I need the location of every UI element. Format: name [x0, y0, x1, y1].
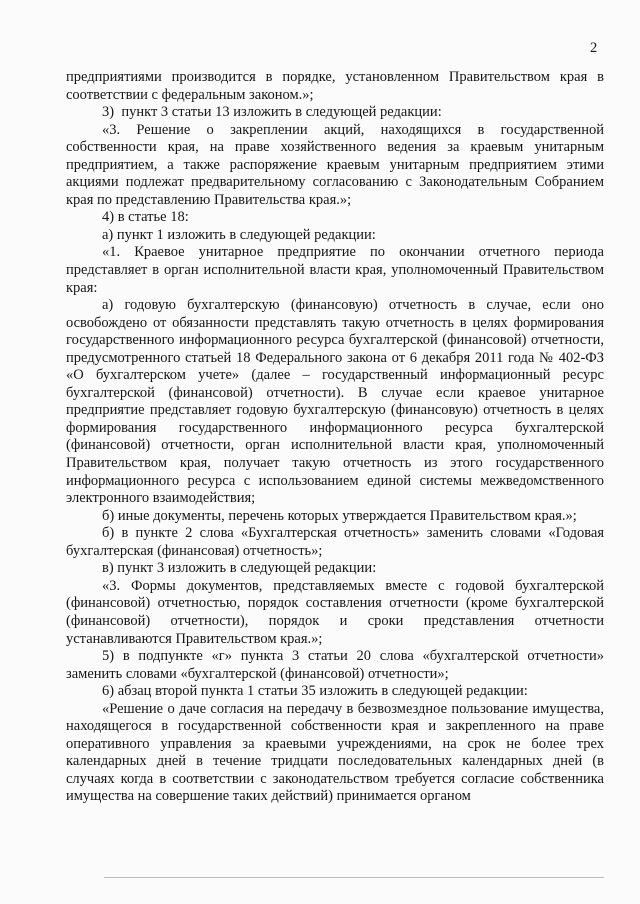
paragraph: а) годовую бухгалтерскую (финансовую) отчетность в случае, если оно освобождено от обязанности представлять такую отчетность в целях формирования государственного информационного ресурса бухгалтерской (финансовой) отчетности, предусмотренного статьей 18 Федерального закона от 6 декабря 2011 года № 402-ФЗ «О бухгалтерском учете» (далее – государственный информационный ресурс бухгалтерской (финансовой) отчетности). В случае если краевое унитарное предприятие представляет годовую бухгалтерскую (финансовую) отчетность в целях формирования государственного информационного ресурса бухгалтерской (финансовой) отчетности, орган исполнительной власти края, уполномоченный Правительством края, получает такую отчетность из этого государственного информационного ресурса с использованием единой системы межведомственного электронного взаимодействия;	[66, 297, 604, 507]
paragraph: а) пункт 1 изложить в следующей редакции:	[102, 226, 376, 243]
paragraph: в) пункт 3 изложить в следующей редакции:	[102, 560, 377, 577]
paragraph: «3. Решение о закреплении акций, находящихся в государственной собственности края, на праве хозяйственного ведения за краевым унитарным предприятием, а также распоряжение краевым унитарным предприятием этими акциями подлежат предварительному согласованию с Законодательным Собранием края по представлению Правительства края.»;	[66, 121, 604, 208]
paragraph: 3) пункт 3 статьи 13 изложить в следующей редакции:	[102, 104, 442, 121]
paragraph: предприятиями производится в порядке, установленном Правительством края в соответствии с федеральным законом.»;	[66, 69, 604, 103]
bottom-rule	[104, 877, 604, 878]
paragraph: «Решение о даче согласия на передачу в безвозмездное пользование имущества, находящегося в государственной собственности края и закрепленного на праве оперативного управления за краевыми учреждениями, на срок не более трех календарных дней в течение тридцати последовательных календарных дней (в случаях когда в соответствии с законодательством требуется согласие собственника имущества на совершение таких действий) принимается органом	[66, 700, 604, 805]
paragraph: «3. Формы документов, представляемых вместе с годовой бухгалтерской (финансовой) отчетностью, порядок составления отчетности (кроме бухгалтерской (финансовой) отчетности), порядок и сроки представления отчетности устанавливаются Правительством края.»;	[66, 577, 604, 647]
paragraph: б) иные документы, перечень которых утверждается Правительством края.»;	[102, 507, 577, 524]
paragraph: б) в пункте 2 слова «Бухгалтерская отчетность» заменить словами «Годовая бухгалтерская (финансовая) отчетность»;	[66, 525, 604, 559]
paragraph: 4) в статье 18:	[102, 209, 189, 226]
page-number: 2	[590, 40, 598, 56]
paragraph: 6) абзац второй пункта 1 статьи 35 изложить в следующей редакции:	[102, 683, 528, 700]
document-body	[66, 69, 604, 806]
paragraph: 5) в подпункте «г» пункта 3 статьи 20 слова «бухгалтерской отчетности» заменить словами «бухгалтерской (финансовой) отчетности»;	[66, 648, 604, 682]
paragraph: «1. Краевое унитарное предприятие по окончании отчетного периода представляет в орган исполнительной власти края, уполномоченный Правительством края:	[66, 244, 604, 296]
